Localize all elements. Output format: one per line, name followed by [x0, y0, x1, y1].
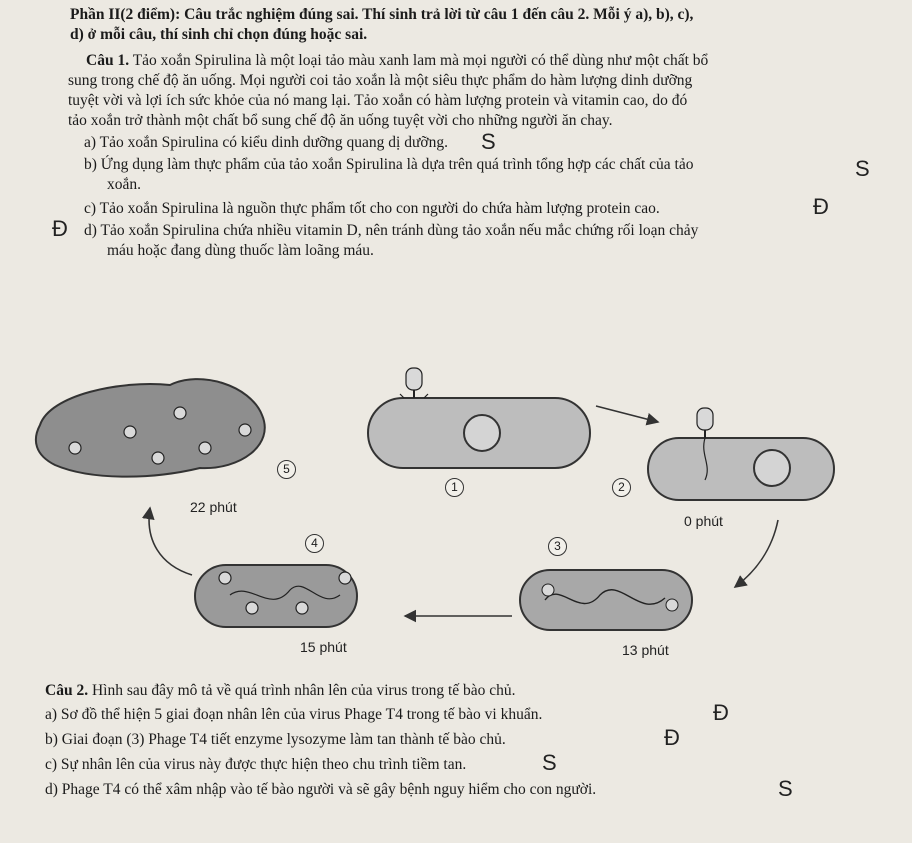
- stage-3-number: 3: [548, 537, 567, 556]
- cell-stage-2: [648, 408, 834, 500]
- q1-option-a: a) Tảo xoắn Spirulina có kiểu dinh dưỡng quang dị dưỡng.: [84, 134, 448, 151]
- phage-cycle-diagram: [0, 340, 912, 670]
- q1-option-c: c) Tảo xoắn Spirulina là nguồn thực phẩm tốt cho con người do chứa hàm lượng protein cao.: [84, 200, 660, 217]
- q1-a-mark: S: [481, 129, 496, 154]
- q1-c-mark: Đ: [813, 194, 829, 219]
- q1-option-d-line1: d) Tảo xoắn Spirulina chứa nhiều vitamin D, nên tránh dùng tảo xoắn nếu mắc chứng rối loạn chảy: [84, 222, 699, 239]
- q2-d-mark: S: [778, 776, 793, 801]
- q2-stem: Câu 2. Hình sau đây mô tả về quá trình nhân lên của virus trong tế bào chủ.: [45, 682, 516, 699]
- time-0-label: 0 phút: [684, 513, 723, 529]
- cell-stage-4: [195, 565, 357, 627]
- part2-title: Phần II(2 điểm): Câu trắc nghiệm đúng sai. Thí sinh trả lời từ câu 1 đến câu 2. Mỗi ý a), b), c),: [70, 6, 694, 23]
- stage-1-number: 1: [445, 478, 464, 497]
- q1-d-mark: Đ: [52, 216, 68, 241]
- arrow-2-to-3: [735, 520, 778, 587]
- q2-a-mark: Đ: [713, 700, 729, 725]
- q1-option-b-line2: xoắn.: [107, 176, 142, 193]
- q1-stem-line2: sung trong chế độ ăn uống. Mọi người coi tảo xoắn là một siêu thực phẩm do hàm lượng dinh dưỡng: [68, 72, 693, 89]
- q2-option-c: c) Sự nhân lên của virus này được thực hiện theo chu trình tiềm tan.: [45, 756, 467, 773]
- q2-option-b: b) Giai đoạn (3) Phage T4 tiết enzyme lysozyme làm tan thành tế bào chủ.: [45, 731, 506, 748]
- q1-stem-line4: tảo xoắn trở thành một chất bổ sung chế độ ăn uống tuyệt vời cho những người ăn chay.: [68, 112, 613, 129]
- time-15-label: 15 phút: [300, 639, 347, 655]
- stage-4-number: 4: [305, 534, 324, 553]
- cell-stage-1: [368, 368, 590, 468]
- q1-stem-line3: tuyệt vời và lợi ích sức khỏe của nó mang lại. Tảo xoắn có hàm lượng protein và vitamin cao, do đó: [68, 92, 688, 109]
- q1-b-mark: S: [855, 156, 870, 181]
- arrow-4-to-5: [149, 508, 192, 575]
- q2-option-a: a) Sơ đồ thể hiện 5 giai đoạn nhân lên của virus Phage T4 trong tế bào vi khuẩn.: [45, 706, 543, 723]
- q1-label: Câu 1.: [86, 52, 130, 69]
- q2-b-mark: Đ: [664, 725, 680, 750]
- cell-stage-3: [520, 570, 692, 630]
- arrow-1-to-2: [596, 406, 658, 422]
- time-22-label: 22 phút: [190, 499, 237, 515]
- q2-option-d: d) Phage T4 có thể xâm nhập vào tế bào người và sẽ gây bệnh nguy hiểm cho con người.: [45, 781, 597, 798]
- time-13-label: 13 phút: [622, 642, 669, 658]
- cell-stage-5: [36, 379, 265, 477]
- q1-option-b-line1: b) Ứng dụng làm thực phẩm của tảo xoắn Spirulina là dựa trên quá trình tổng hợp các chất của tảo: [84, 156, 694, 173]
- q2-c-mark: S: [542, 750, 557, 775]
- stage-2-number: 2: [612, 478, 631, 497]
- part2-title-cont: d) ở mỗi câu, thí sinh chỉ chọn đúng hoặc sai.: [70, 26, 368, 43]
- q1-stem-line1: Câu 1. Tảo xoắn Spirulina là một loại tảo màu xanh lam mà mọi người có thể dùng như một chất bổ: [86, 52, 709, 69]
- q1-option-d-line2: máu hoặc đang dùng thuốc làm loãng máu.: [107, 242, 374, 259]
- stage-5-number: 5: [277, 460, 296, 479]
- q2-label: Câu 2.: [45, 682, 89, 699]
